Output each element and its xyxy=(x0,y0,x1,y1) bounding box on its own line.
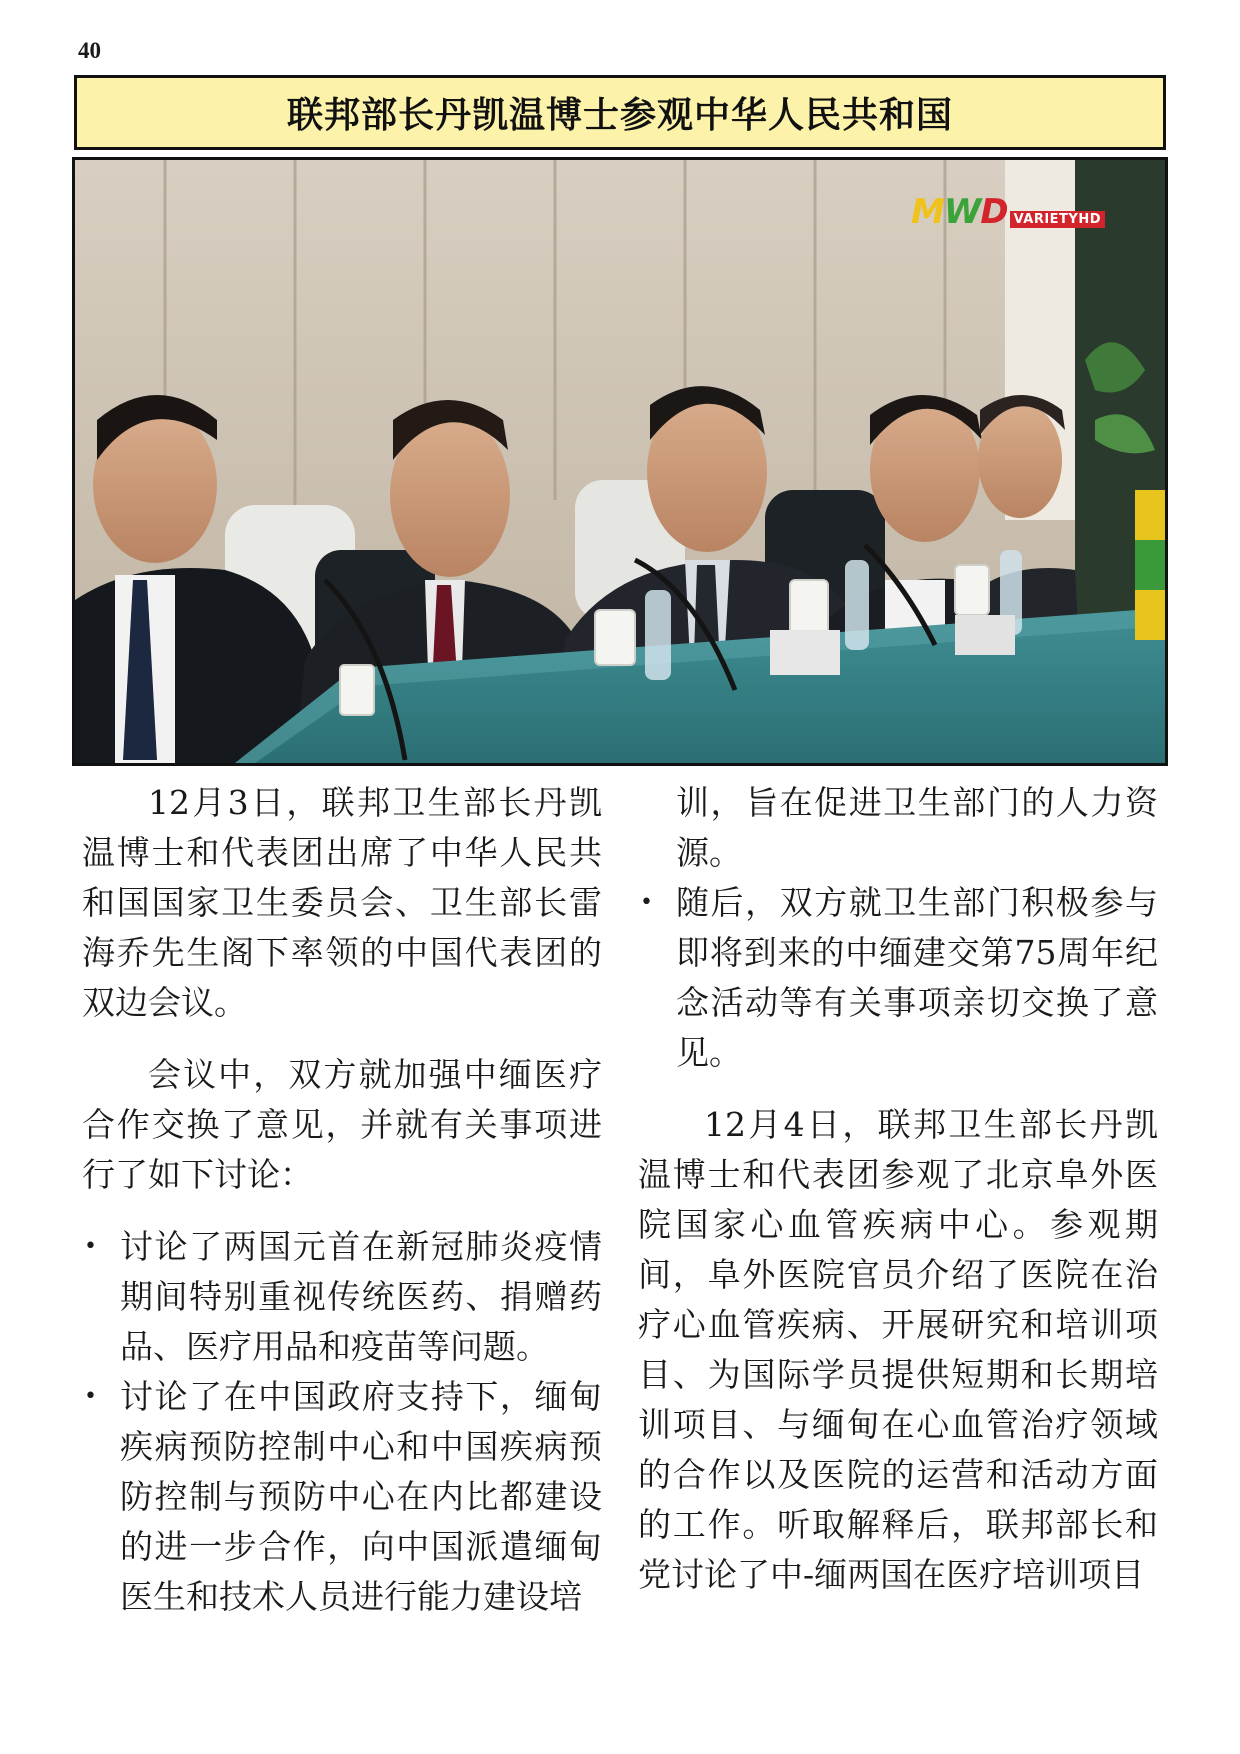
bullet-icon: • xyxy=(640,890,653,915)
logo-letter-w: W xyxy=(943,192,981,232)
bullet-text: 讨论了两国元首在新冠肺炎疫情期间特别重视传统医药、捐赠药品、医疗用品和疫苗等问题。 xyxy=(120,1227,602,1366)
bullet-text: 随后，双方就卫生部门积极参与即将到来的中缅建交第75周年纪念活动等有关事项亲切交换了意见。 xyxy=(676,883,1158,1072)
meeting-photo-illustration xyxy=(75,160,1165,763)
page-title: 联邦部长丹凯温博士参观中华人民共和国 xyxy=(286,95,953,136)
logo-letter-d: D xyxy=(980,192,1008,232)
bullet-text: 讨论了在中国政府支持下，缅甸疾病预防控制中心和中国疾病预防控制与预防中心在内比都建设的进一步合作，向中国派遣缅甸医生和技术人员进行能力建设培 xyxy=(120,1377,602,1616)
bullet-icon: • xyxy=(84,1384,97,1409)
logo-letter-m: M xyxy=(910,192,944,232)
page-number: 40 xyxy=(78,38,101,63)
bullet-continuation: 训，旨在促进卫生部门的人力资源。 xyxy=(676,783,1158,872)
left-column xyxy=(82,778,602,1622)
bullet-item-anniversary xyxy=(638,878,1158,1078)
logo-subtext: VARIETYHD xyxy=(1010,211,1105,228)
bullet-item-cdc-cooperation xyxy=(82,1372,602,1622)
broadcaster-logo xyxy=(911,192,1105,232)
discussion-bullet-list-continued xyxy=(638,878,1158,1078)
meeting-photo xyxy=(72,157,1168,766)
paragraph-dec3: 12月3日，联邦卫生部长丹凯温博士和代表团出席了中华人民共和国国家卫生委员会、卫生部长雷海乔先生阁下率领的中国代表团的双边会议。 xyxy=(82,783,602,1022)
paragraph-dec4: 12月4日，联邦卫生部长丹凯温博士和代表团参观了北京阜外医院国家心血管疾病中心。参观期间，阜外医院官员介绍了医院在治疗心血管疾病、开展研究和培训项目、为国际学员提供短期和长期培训项目、与缅甸在心血管治疗领域的合作以及医院的运营和活动方面的工作。听取解释后，联邦部长和党讨论了中-缅两国在医疗培训项目 xyxy=(638,1105,1158,1594)
bullet-item-traditional-medicine xyxy=(82,1222,602,1372)
right-column xyxy=(638,778,1158,1600)
paragraph-discussion-intro: 会议中，双方就加强中缅医疗合作交换了意见，并就有关事项进行了如下讨论： xyxy=(82,1055,602,1194)
bullet-icon: • xyxy=(84,1234,97,1259)
logo-mark xyxy=(911,192,1008,232)
title-banner xyxy=(74,75,1166,150)
discussion-bullet-list xyxy=(82,1222,602,1622)
